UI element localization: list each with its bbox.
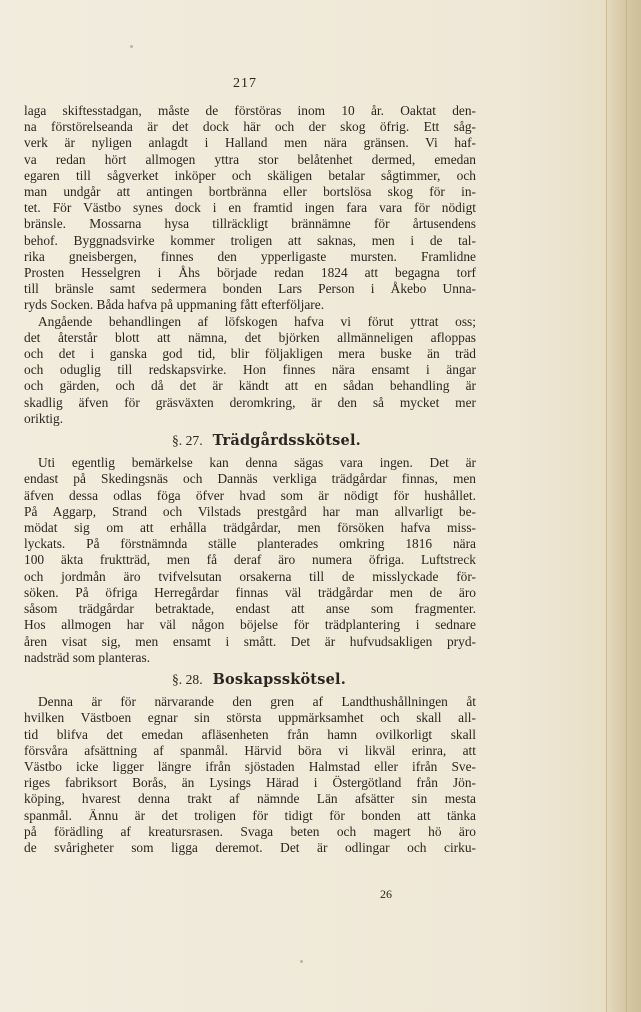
text-line: man undgår att antingen bortbränna eller bortslösa skog för in- xyxy=(24,184,476,200)
text-line: laga skiftesstadgan, måste de förstöras inom 10 år. Oaktat den- xyxy=(24,103,476,118)
text-line: endast på Skedingsnäs och Dannäs verkliga trädgårdar finnas, men xyxy=(24,471,476,487)
text-line: och gärden, och då det är kändt att en sådan behandling är xyxy=(24,378,476,394)
text-line: och det i ganska god tid, blir följakligen mera buske än träd xyxy=(24,346,476,362)
text-line: rika gneisbergen, finnes den ypperligaste mursten. Framlidne xyxy=(24,248,476,264)
body-text xyxy=(24,103,476,856)
text-line: Angående behandlingen af löfskogen hafva vi förut yttrat oss; xyxy=(38,313,476,329)
printer-signature-mark: 26 xyxy=(380,887,392,901)
paragraph-gardening xyxy=(24,455,476,666)
text-line: på förädling af kreatursrasen. Svaga beten och magert hö äro xyxy=(24,823,476,839)
text-line: mödat sig om att erhålla trädgårdar, men försöken hafva miss- xyxy=(24,520,476,536)
text-line: Västbo icke ligger längre ifrån sjöstaden Halmstad eller ifrån Sve- xyxy=(24,758,476,774)
text-line: riges fabriksort Borås, än Lysings Härad i Östergötland från Jön- xyxy=(24,775,476,791)
text-line: ryds Socken. Båda hafva på uppmaning fått efterföljare. xyxy=(24,297,325,313)
section-title: Trädgårdsskötsel. xyxy=(212,432,361,450)
text-line: spanmål. Ännu är det troligen för tidigt för bonden att tänka xyxy=(24,807,476,823)
paper-speck xyxy=(300,960,303,963)
text-line: till bränsle samt sedermera bonden Lars Person i Åkebo Unna- xyxy=(24,281,476,297)
text-line: egaren till sågverket inköper och skäligen betalar sågtimmer, och xyxy=(24,167,476,183)
section-number: §. 27. xyxy=(172,433,203,449)
section-heading-27 xyxy=(24,433,476,449)
text-line: oriktig. xyxy=(24,410,64,426)
text-line: hvilken Västboen egnar sin största uppmärksamhet och skall all- xyxy=(24,710,476,726)
text-line: verk är nyligen anlagdt i Halland men nära gränsen. Vi haf- xyxy=(24,135,476,151)
text-line: På Aggarp, Strand och Vilstads prestgård har man allvarligt be- xyxy=(24,503,476,519)
page-number: 217 xyxy=(233,76,257,91)
text-line: och oduglig till redskapsvirke. Hon finnes nära ensamt i ängar xyxy=(24,362,476,378)
text-line: behof. Byggnadsvirke kommer troligen att saknas, men i de tal- xyxy=(24,232,476,248)
page-edge xyxy=(606,0,641,1012)
text-line: och jordmån äro tvifvelsutan orsakerna till de misslyckade för- xyxy=(24,568,476,584)
text-line: lyckats. På förstnämnda ställe planterades omkring 1816 nära xyxy=(24,536,476,552)
text-line: nadsträd som planteras. xyxy=(24,649,151,665)
text-line: skadlig äfven för gräsväxten deromkring, är den så mycket mer xyxy=(24,394,476,410)
section-heading-28 xyxy=(24,672,476,688)
text-line: åren visat sig, men ensamt i smått. Det är hufvudsakligen pryd- xyxy=(24,633,476,649)
text-line: köping, hvarest denna trakt af nämnde Län afsätter sin mesta xyxy=(24,791,476,807)
text-line: na förstörelseanda är det dock här och der skog öfrig. Ett såg- xyxy=(24,119,476,135)
paragraph-birch-cont xyxy=(24,330,476,427)
text-line: de svårigheter som ligga deremot. Det är odlingar och cirku- xyxy=(24,839,476,855)
text-line: Denna är för närvarande den gren af Landthushållningen åt xyxy=(38,694,476,710)
text-line: 100 äkta fruktträd, men få deraf äro numera öfriga. Luftstreck xyxy=(24,552,476,568)
section-title: Boskapsskötsel. xyxy=(212,670,346,688)
text-line: tet. För Västbo synes dock i en framtid ingen fara vara för nödigt xyxy=(24,200,476,216)
text-line: såsom trädgårdar betraktade, endast att anse som fragmenter. xyxy=(24,601,476,617)
paragraph-forestry xyxy=(24,103,476,314)
paragraph-birch xyxy=(24,314,476,330)
text-line: det återstår blott att nämna, det björken allmänneligen afloppas xyxy=(24,329,476,345)
paper-speck xyxy=(130,45,133,48)
page-edge-line xyxy=(626,0,627,1012)
text-line: va redan hört allmogen yttra stor belåtenhet dermed, emedan xyxy=(24,151,476,167)
text-line: Hos allmogen har väl någon böjelse för trädplantering i sednare xyxy=(24,617,476,633)
text-line: Uti egentlig bemärkelse kan denna sägas vara ingen. Det är xyxy=(38,455,476,471)
text-line: Prosten Hesselgren i Åhs började redan 1824 att begagna torf xyxy=(24,265,476,281)
text-line: tid blifva det emedan afläsenheten från hamn ovilkorligt skall xyxy=(24,726,476,742)
text-line: söken. På öfriga Herregårdar finnas väl trädgårdar men de äro xyxy=(24,584,476,600)
paragraph-livestock xyxy=(24,694,476,856)
text-line: försvåra afsättning af spanmål. Härvid böra vi likväl erinra, att xyxy=(24,742,476,758)
text-line: äfven dessa odlas föga öfver hvad som är nödigt för hushållet. xyxy=(24,487,476,503)
section-number: §. 28. xyxy=(172,671,203,687)
text-line: bränsle. Mossarna hysa tillräckligt brännämne för årtusendens xyxy=(24,216,476,232)
